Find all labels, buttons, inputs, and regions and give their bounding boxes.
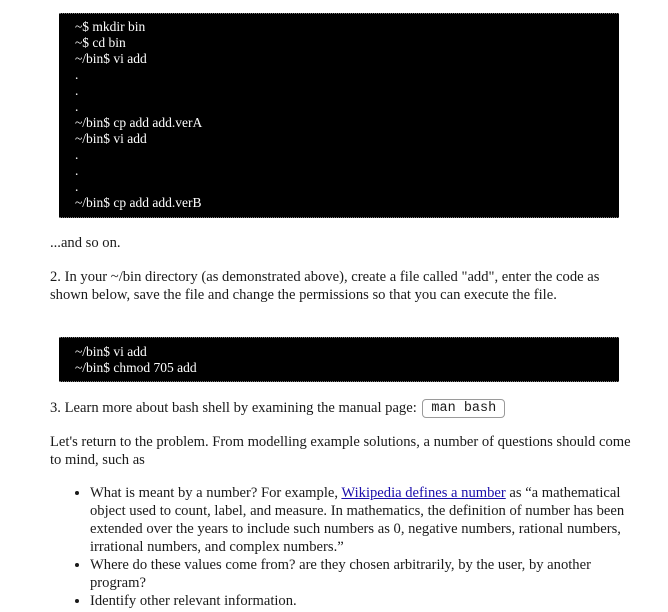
terminal-line: .	[75, 67, 79, 82]
terminal-line: ~/bin$ cp add add.verB	[75, 195, 202, 210]
man-bash-command: man bash	[422, 399, 505, 418]
terminal-line: ~/bin$ chmod 705 add	[75, 360, 197, 375]
terminal-line: ~/bin$ cp add add.verA	[75, 115, 203, 130]
list-item: • Identify other relevant information.	[90, 592, 630, 610]
step-3-text: 3. Learn more about bash shell by examining the manual page:	[50, 400, 417, 416]
terminal-block-chmod	[59, 337, 619, 382]
terminal-line: ~$ cd bin	[75, 35, 126, 50]
and-so-on-text: ...and so on.	[50, 235, 121, 251]
question-1-suffix: as “a mathematical object used to count, label, and measure. In mathematics, the definition of number has been extended over the years to include such numbers as 0, negative numbers, rational numbers, irrational numbers, and complex numbers.”	[90, 485, 625, 555]
terminal-line: .	[75, 147, 79, 162]
list-item: • Where do these values come from? are they chosen arbitrarily, by the user, by another program?	[90, 556, 630, 592]
step-2-instructions: 2. In your ~/bin directory (as demonstrated above), create a file called "add", enter the code as shown below, save the file and change the permissions so that you can execute the file.	[50, 269, 600, 303]
terminal-line: ~/bin$ vi add	[75, 131, 147, 146]
terminal-line: ~/bin$ vi add	[75, 344, 147, 359]
question-1-prefix: What is meant by a number? For example,	[90, 485, 342, 501]
terminal-line: ~/bin$ vi add	[75, 51, 147, 66]
step-3-instructions	[50, 399, 640, 418]
problem-intro-text: Let's return to the problem. From modelling example solutions, a number of questions should come to mind, such as	[50, 434, 631, 468]
terminal-line: .	[75, 99, 79, 114]
terminal-line: .	[75, 83, 79, 98]
terminal-line: ~$ mkdir bin	[75, 19, 146, 34]
terminal-block-commands	[59, 13, 619, 218]
list-item	[90, 484, 630, 556]
terminal-line: .	[75, 179, 79, 194]
questions-list	[50, 484, 630, 610]
terminal-line: .	[75, 163, 79, 178]
wikipedia-number-link[interactable]: Wikipedia defines a number	[341, 485, 506, 501]
